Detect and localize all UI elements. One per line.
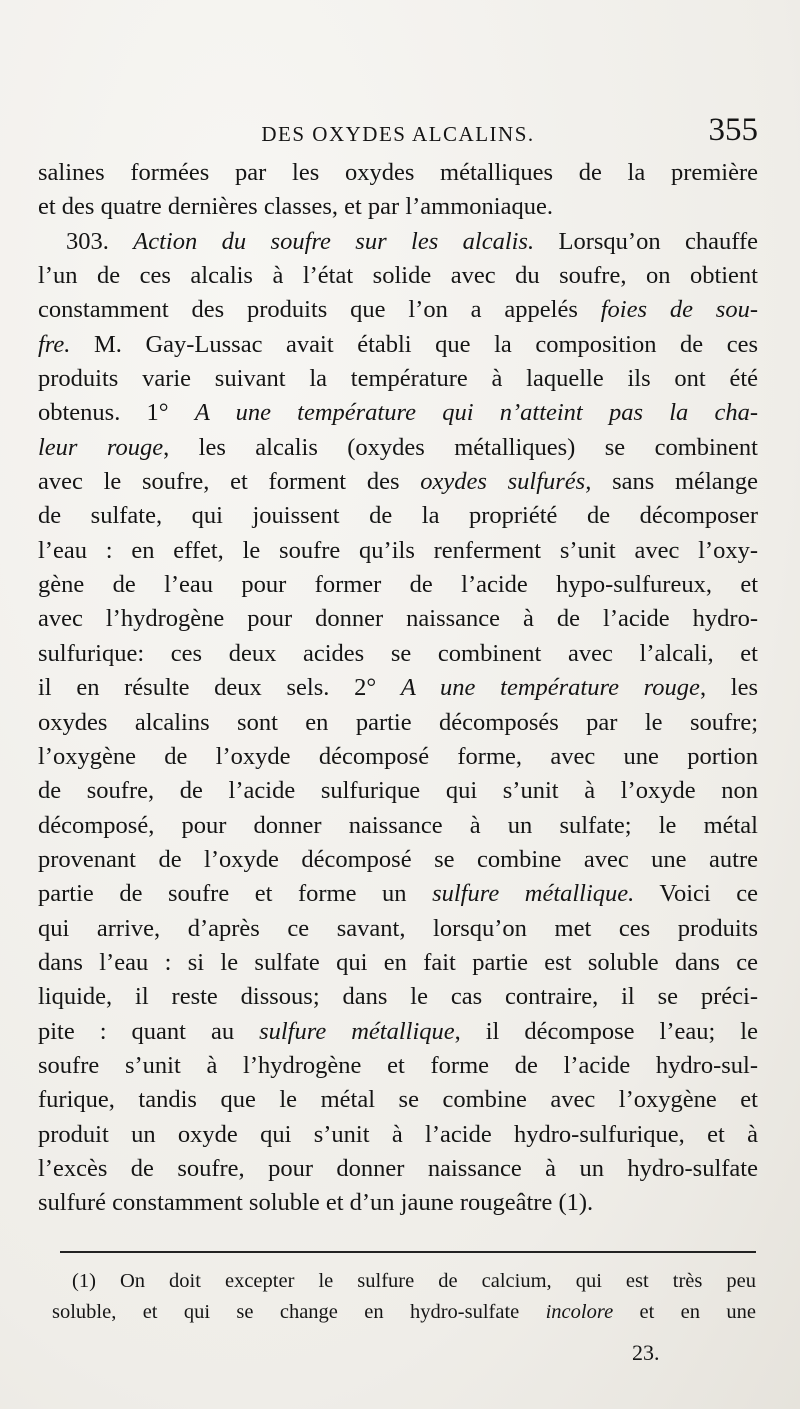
text-run: l’un de ces alcalis à l’état solide avec du soufre, on obtient bbox=[38, 262, 758, 290]
text-run: et des quatre dernières classes, et par l’ammoniaque. bbox=[38, 193, 553, 221]
text-run: et en une bbox=[613, 1301, 756, 1323]
text-run: obtenus. 1° bbox=[38, 399, 195, 427]
lines-line bbox=[38, 1015, 758, 1049]
lines-line bbox=[38, 431, 758, 465]
text-run: , les bbox=[699, 674, 758, 702]
lines-line bbox=[38, 1083, 758, 1117]
text-run: Voici ce bbox=[634, 880, 758, 908]
footnote bbox=[52, 1266, 756, 1328]
lines-line bbox=[38, 328, 758, 362]
lines-line bbox=[38, 671, 758, 705]
text-run: pite : quant au bbox=[38, 1017, 260, 1045]
italic-text: Action du soufre sur les alcalis. bbox=[133, 227, 535, 255]
lines-line bbox=[38, 156, 758, 190]
lines-line bbox=[38, 602, 758, 636]
italic-text: A une température rouge bbox=[400, 674, 700, 702]
lines-line bbox=[38, 637, 758, 671]
text-run: l’eau : en effet, le soufre qu’ils renferment s’unit avec l’oxy- bbox=[38, 536, 758, 564]
footnote-rule bbox=[60, 1251, 756, 1253]
lines-line bbox=[38, 912, 758, 946]
lines-line bbox=[38, 980, 758, 1014]
page-header bbox=[38, 112, 758, 152]
signature-mark: 23. bbox=[632, 1340, 660, 1365]
text-run: produit un oxyde qui s’unit à l’acide hydro-sulfurique, et à bbox=[38, 1120, 758, 1148]
lines-line bbox=[38, 396, 758, 430]
lines-line bbox=[38, 190, 758, 224]
text-run: il en résulte deux sels. 2° bbox=[38, 674, 401, 702]
text-run: avec l’hydrogène pour donner naissance à de l’acide hydro- bbox=[38, 605, 758, 633]
text-run: , les alcalis (oxydes métalliques) se combinent bbox=[163, 433, 758, 461]
lines-line bbox=[38, 843, 758, 877]
italic-text: A une température qui n’atteint pas la cha- bbox=[194, 399, 759, 427]
text-run: sans mélange bbox=[591, 468, 758, 496]
text-run: soufre s’unit à l’hydrogène et forme de l’acide hydro-sul- bbox=[38, 1051, 758, 1079]
italic-text: sulfure métallique bbox=[259, 1017, 455, 1045]
text-run: (1) On doit excepter le sulfure de calcium, qui est très peu bbox=[72, 1270, 756, 1292]
lines-line bbox=[38, 774, 758, 808]
lines-line bbox=[38, 465, 758, 499]
footnote-line bbox=[52, 1297, 756, 1328]
text-run: constamment des produits que l’on a appelés bbox=[38, 296, 601, 324]
text-run: M. Gay-Lussac avait établi que la composition de ces bbox=[70, 330, 758, 358]
text-run: sulfuré constamment soluble et d’un jaune rougeâtre (1). bbox=[38, 1189, 594, 1217]
italic-text: fre. bbox=[38, 330, 71, 358]
text-run: de soufre, de l’acide sulfurique qui s’unit à l’oxyde non bbox=[38, 777, 758, 805]
text-run: l’oxygène de l’oxyde décomposé forme, avec une portion bbox=[38, 742, 758, 770]
text-run: , il décompose l’eau; le bbox=[454, 1017, 758, 1045]
lines-line bbox=[38, 877, 758, 911]
lines-line bbox=[38, 225, 758, 259]
lines-line bbox=[38, 293, 758, 327]
running-head: DES OXYDES ALCALINS. bbox=[261, 122, 535, 146]
text-run: décomposé, pour donner naissance à un sulfate; le métal bbox=[38, 811, 758, 839]
italic-text: incolore bbox=[545, 1301, 614, 1323]
text-run: dans l’eau : si le sulfate qui en fait partie est soluble dans ce bbox=[38, 948, 758, 976]
text-run: liquide, il reste dissous; dans le cas contraire, il se préci- bbox=[38, 983, 758, 1011]
text-run: oxydes alcalins sont en partie décomposés par le soufre; bbox=[38, 708, 758, 736]
italic-text: foies de sou- bbox=[600, 296, 759, 324]
italic-text: oxydes sulfurés, bbox=[420, 468, 592, 496]
text-run: de sulfate, qui jouissent de la propriété de décomposer bbox=[38, 502, 758, 530]
footnote-line bbox=[52, 1266, 756, 1297]
text-run: furique, tandis que le métal se combine avec l’oxygène et bbox=[38, 1086, 758, 1114]
text-run: Lorsqu’on chauffe bbox=[534, 227, 758, 255]
text-run: sulfurique: ces deux acides se combinent avec l’alcali, et bbox=[38, 639, 758, 667]
lines-line bbox=[38, 259, 758, 293]
page-number: 355 bbox=[708, 112, 758, 148]
text-run: soluble, et qui se change en hydro-sulfate bbox=[52, 1301, 546, 1323]
italic-text: leur rouge bbox=[38, 433, 164, 461]
lines-line bbox=[38, 1186, 758, 1220]
text-run: l’excès de soufre, pour donner naissance à un hydro-sulfate bbox=[38, 1154, 758, 1182]
text-run: qui arrive, d’après ce savant, lorsqu’on met ces produits bbox=[38, 914, 758, 942]
lines-line bbox=[38, 1118, 758, 1152]
lines-line bbox=[38, 946, 758, 980]
text-run: partie de soufre et forme un bbox=[38, 880, 433, 908]
lines-line bbox=[38, 499, 758, 533]
lines-line bbox=[38, 740, 758, 774]
text-run: gène de l’eau pour former de l’acide hypo-sulfureux, et bbox=[38, 571, 758, 599]
text-run: 303. bbox=[66, 227, 134, 255]
lines-line bbox=[38, 706, 758, 740]
lines-line bbox=[38, 1152, 758, 1186]
body-text bbox=[38, 156, 758, 1221]
italic-text: sulfure métallique. bbox=[432, 880, 635, 908]
text-run: provenant de l’oxyde décomposé se combine avec une autre bbox=[38, 845, 758, 873]
lines-line bbox=[38, 362, 758, 396]
lines-line bbox=[38, 534, 758, 568]
text-run: avec le soufre, et forment des bbox=[38, 468, 421, 496]
lines-line bbox=[38, 568, 758, 602]
text-run: salines formées par les oxydes métalliques de la première bbox=[38, 159, 758, 186]
lines-line bbox=[38, 809, 758, 843]
text-run: produits varie suivant la température à laquelle ils ont été bbox=[38, 365, 758, 393]
lines-line bbox=[38, 1049, 758, 1083]
